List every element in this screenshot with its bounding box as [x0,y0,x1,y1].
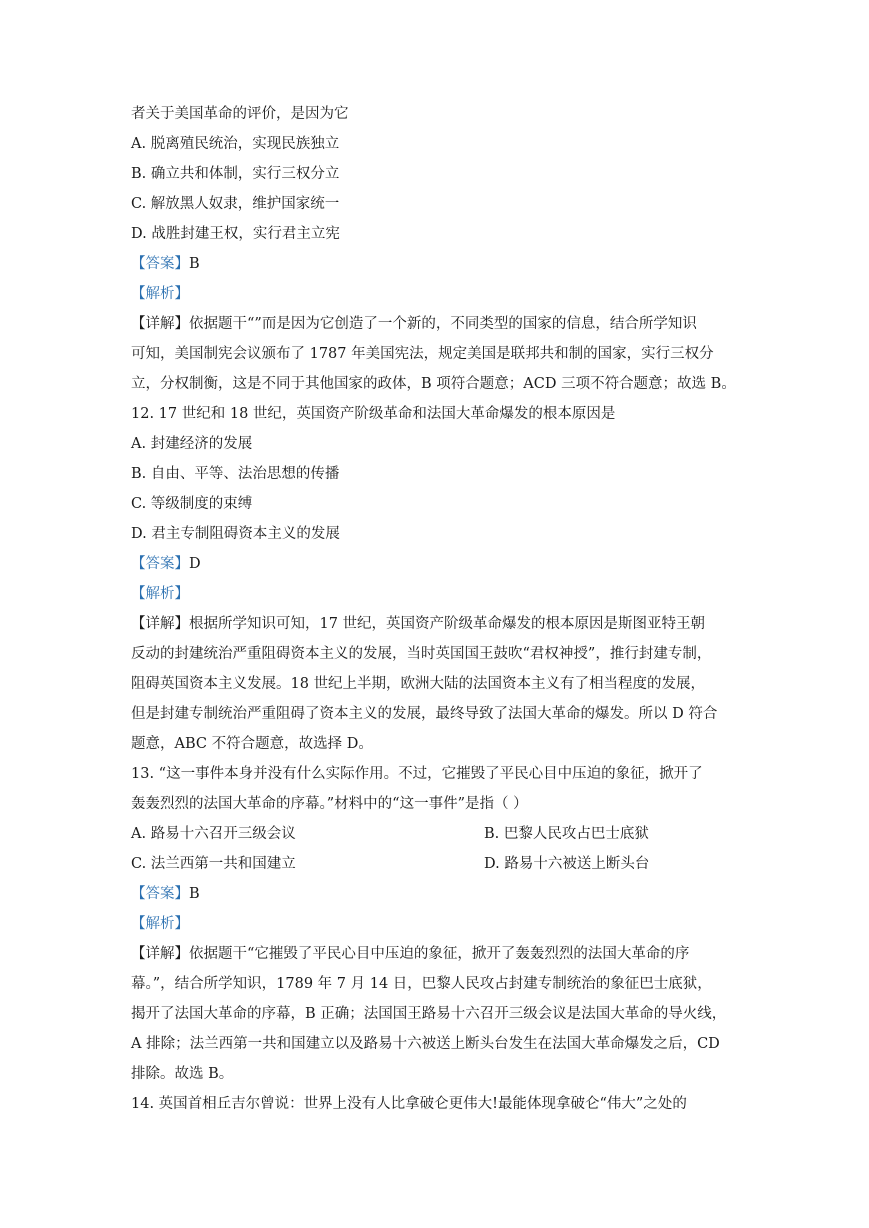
q11-option-b: B. 确立共和体制，实行三权分立 [131,166,340,182]
q11-detail-line-1: 【详解】依据题干“”而是因为它创造了一个新的，不同类型的国家的信息，结合所学知识 [131,316,697,332]
q13-option-b: B. 巴黎人民攻占巴士底狱 [484,826,649,842]
q11-stem-tail: 者关于美国革命的评价，是因为它 [131,106,349,122]
q12-detail-line-1: 【详解】根据所学知识可知，17 世纪，英国资产阶级革命爆发的根本原因是斯图亚特王朝 [131,616,706,632]
q13-options-row-2 [131,854,741,874]
q13-options-row-1 [131,824,741,844]
q12-detail-line-4: 但是封建专制统治严重阻碍了资本主义的发展，最终导致了法国大革命的爆发。所以 D 符合 [131,706,718,722]
q11-analysis-label: 【解析】 [131,286,189,302]
q12-detail-line-5: 题意，ABC 不符合题意，故选择 D。 [131,736,373,752]
q12-option-d: D. 君主专制阻碍资本主义的发展 [131,526,340,542]
q11-option-a: A. 脱离殖民统治，实现民族独立 [131,136,340,152]
q12-option-a: A. 封建经济的发展 [131,436,253,452]
answer-value: B [189,886,200,902]
q13-option-d: D. 路易十六被送上断头台 [484,856,650,872]
q13-detail-line-2: 幕。”，结合所学知识，1789 年 7 月 14 日，巴黎人民攻占封建专制统治的象征巴士底狱， [131,976,712,992]
q12-option-b: B. 自由、平等、法治思想的传播 [131,466,340,482]
q12-answer [131,554,741,574]
answer-value: D [189,556,201,572]
answer-label: 【答案】 [131,556,189,572]
q12-stem: 12. 17 世纪和 18 世纪，英国资产阶级革命和法国大革命爆发的根本原因是 [131,406,616,422]
q13-analysis-label: 【解析】 [131,916,189,932]
q13-option-c: C. 法兰西第一共和国建立 [131,856,296,872]
q12-analysis-label: 【解析】 [131,586,189,602]
q13-option-a: A. 路易十六召开三级会议 [131,826,296,842]
answer-label: 【答案】 [131,256,189,272]
q14-stem: 14. 英国首相丘吉尔曾说：世界上没有人比拿破仑更伟大!最能体现拿破仑“伟大”之处的 [131,1096,687,1112]
q13-stem-line-1: 13. “这一事件本身并没有什么实际作用。不过，它摧毁了平民心目中压迫的象征，掀开了 [131,766,703,782]
q11-option-c: C. 解放黑人奴隶，维护国家统一 [131,196,340,212]
q13-detail-line-4: A 排除；法兰西第一共和国建立以及路易十六被送上断头台发生在法国大革命爆发之后，CD [131,1036,720,1052]
answer-label: 【答案】 [131,886,189,902]
q13-stem-line-2: 轰轰烈烈的法国大革命的序幕。”材料中的“这一事件”是指（ ） [131,796,528,812]
q13-detail-line-5: 排除。故选 B。 [131,1066,234,1082]
answer-value: B [189,256,200,272]
q13-detail-line-3: 揭开了法国大革命的序幕，B 正确；法国国王路易十六召开三级会议是法国大革命的导火线， [131,1006,727,1022]
q13-answer [131,884,741,904]
q11-detail-line-3: 立，分权制衡，这是不同于其他国家的政体，B 项符合题意；ACD 三项不符合题意；故选 B。 [131,376,736,392]
q12-detail-line-2: 反动的封建统治严重阻碍资本主义的发展，当时英国国王鼓吹“君权神授”，推行封建专制， [131,646,712,662]
q13-detail-line-1: 【详解】依据题干“它摧毁了平民心目中压迫的象征，掀开了轰轰烈烈的法国大革命的序 [131,946,690,962]
q11-detail-line-2: 可知，美国制宪会议颁布了 1787 年美国宪法，规定美国是联邦共和制的国家，实行三权分 [131,346,714,362]
q11-answer [131,254,741,274]
q12-option-c: C. 等级制度的束缚 [131,496,253,512]
q12-detail-line-3: 阻碍英国资本主义发展。18 世纪上半期，欧洲大陆的法国资本主义有了相当程度的发展， [131,676,706,692]
q11-option-d: D. 战胜封建王权，实行君主立宪 [131,226,340,242]
